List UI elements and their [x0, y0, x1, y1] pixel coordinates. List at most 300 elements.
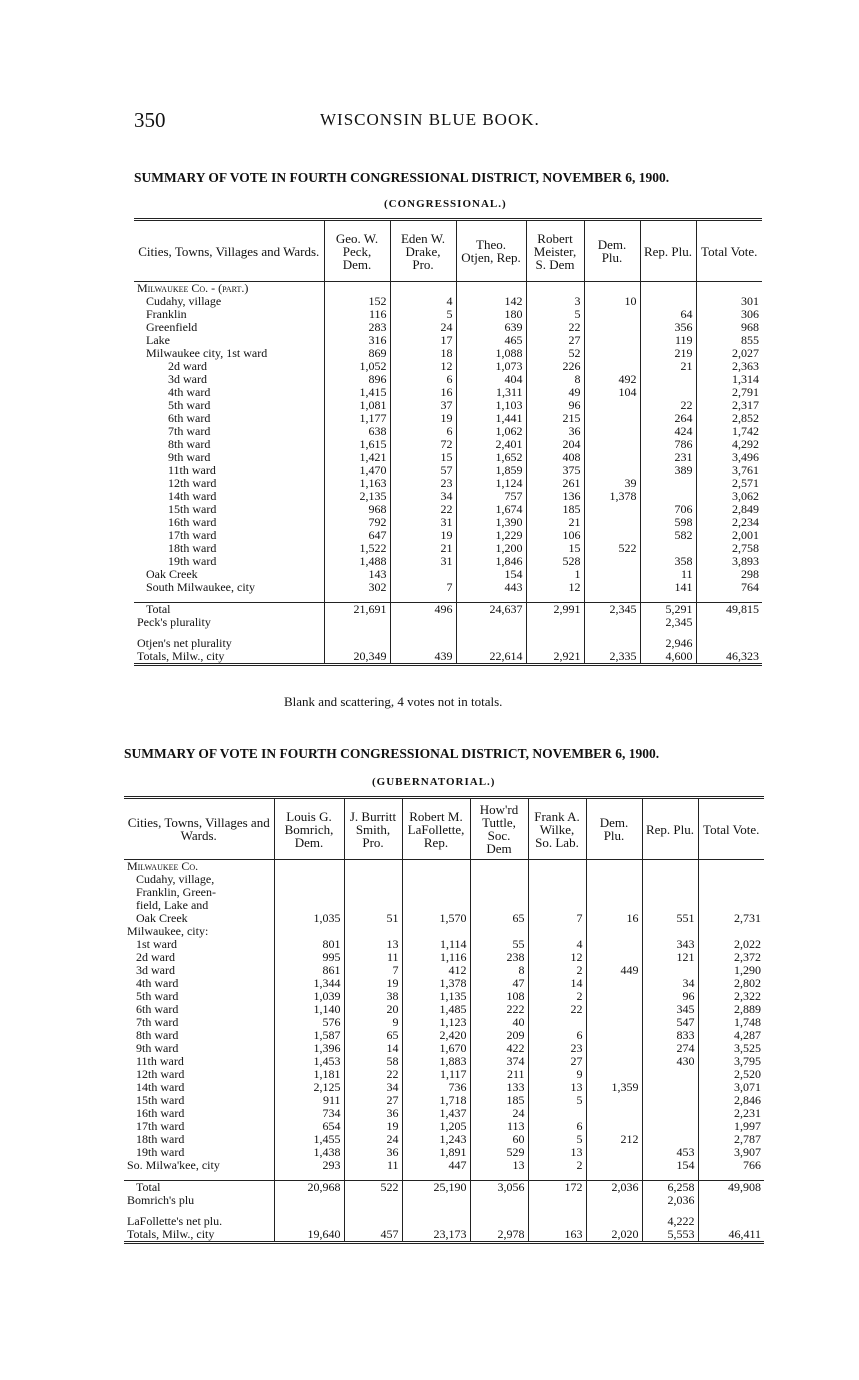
empty-cell: [698, 860, 764, 874]
cell-value: 226: [526, 360, 584, 373]
cell-value: 19: [344, 977, 402, 990]
row-label: Totals, Milw., city: [137, 650, 225, 663]
total-row: [134, 603, 762, 617]
cell-value: 4: [390, 295, 456, 308]
cell-value: 9: [344, 1016, 402, 1029]
empty-cell: [586, 925, 642, 938]
cell-value: 1,290: [698, 964, 764, 977]
cell-value: 49,815: [696, 603, 762, 617]
cell-value: 19: [344, 1120, 402, 1133]
empty-cell: [274, 1207, 344, 1215]
cell-value: 51: [344, 912, 402, 925]
col-header-rep-plu: Rep. Plu.: [640, 220, 696, 282]
cell-value: 1,123: [402, 1016, 470, 1029]
row-label: 16th ward: [136, 1107, 185, 1120]
row-label: Peck's plurality: [137, 616, 211, 629]
cell-value: [584, 529, 640, 542]
cell-value: 1,135: [402, 990, 470, 1003]
empty-cell: [344, 886, 402, 899]
cell-value: 119: [640, 334, 696, 347]
cell-value: 453: [642, 1146, 698, 1159]
cell-value: 757: [456, 490, 526, 503]
cell-value: 172: [528, 1181, 586, 1195]
cell-value: 31: [390, 516, 456, 529]
county-row: [134, 282, 762, 296]
cell-value: [584, 438, 640, 451]
cell-value: 9: [528, 1068, 586, 1081]
row-label: 17th ward: [136, 1120, 185, 1133]
empty-cell: [402, 1172, 470, 1181]
row-label: 7th ward: [136, 1016, 179, 1029]
table-row: [124, 912, 764, 925]
cell-value: [528, 1215, 586, 1228]
row-label: South Milwaukee, city: [146, 581, 255, 594]
cell-value: 3: [526, 295, 584, 308]
cell-value: [586, 938, 642, 951]
empty-cell: [528, 1207, 586, 1215]
cell-value: 57: [390, 464, 456, 477]
cell-value: 143: [324, 568, 390, 581]
cell-value: 1,470: [324, 464, 390, 477]
cell-value: [640, 373, 696, 386]
cell-value: 6: [528, 1120, 586, 1133]
cell-value: 1,997: [698, 1120, 764, 1133]
empty-cell: [124, 1172, 274, 1181]
cell-value: 1,587: [274, 1029, 344, 1042]
cell-value: [584, 451, 640, 464]
cell-value: 2,946: [640, 637, 696, 650]
cell-value: 21: [526, 516, 584, 529]
cell-value: 2,921: [526, 650, 584, 665]
cell-value: 52: [526, 347, 584, 360]
congressional-subtitle: (CONGRESSIONAL.): [384, 198, 507, 210]
col-header-bomrich: Louis G. Bomrich, Dem.: [274, 798, 344, 860]
row-label: 19th ward: [136, 1146, 185, 1159]
table-row: [134, 347, 762, 360]
cell-value: [642, 1081, 698, 1094]
empty-cell: [274, 873, 344, 886]
cell-value: 14: [344, 1042, 402, 1055]
cell-value: 457: [344, 1228, 402, 1243]
table-row: [124, 1068, 764, 1081]
cell-value: [344, 1215, 402, 1228]
cell-value: 2,731: [698, 912, 764, 925]
cell-value: 2,231: [698, 1107, 764, 1120]
table-row: [134, 581, 762, 594]
cell-value: 2,036: [642, 1194, 698, 1207]
empty-cell: [470, 873, 528, 886]
cell-value: 896: [324, 373, 390, 386]
empty-cell: [402, 873, 470, 886]
cell-value: 7: [390, 581, 456, 594]
empty-cell: [526, 282, 584, 296]
cell-value: 34: [642, 977, 698, 990]
cell-value: [402, 1194, 470, 1207]
empty-cell: [402, 899, 470, 912]
cell-value: 654: [274, 1120, 344, 1133]
cell-value: 136: [526, 490, 584, 503]
col-header-tuttle: How'rd Tuttle, Soc. Dem: [470, 798, 528, 860]
empty-cell: [470, 925, 528, 938]
empty-cell: [584, 594, 640, 603]
cell-value: [584, 464, 640, 477]
cell-value: [642, 1094, 698, 1107]
group-label: Cudahy, village,: [136, 873, 215, 886]
cell-value: 64: [640, 308, 696, 321]
cell-value: 108: [470, 990, 528, 1003]
empty-cell: [344, 873, 402, 886]
cell-value: 23,173: [402, 1228, 470, 1243]
cell-value: 46,411: [698, 1228, 764, 1243]
table-row: [124, 1107, 764, 1120]
cell-value: 8: [470, 964, 528, 977]
cell-value: [642, 1133, 698, 1146]
cell-value: 1,114: [402, 938, 470, 951]
cell-value: 1,390: [456, 516, 526, 529]
cell-value: 6: [528, 1029, 586, 1042]
cell-value: [586, 1029, 642, 1042]
cell-value: 2,401: [456, 438, 526, 451]
congressional-title: SUMMARY OF VOTE IN FOURTH CONGRESSIONAL DISTRICT, NOVEMBER 6, 1900.: [134, 170, 670, 185]
cell-value: 21: [390, 542, 456, 555]
cell-value: [586, 1042, 642, 1055]
cell-value: 492: [584, 373, 640, 386]
col-header-dem-plu: Dem. Plu.: [586, 798, 642, 860]
cell-value: 1,670: [402, 1042, 470, 1055]
empty-cell: [470, 1207, 528, 1215]
empty-cell: [390, 629, 456, 637]
empty-cell: [528, 925, 586, 938]
row-label: 5th ward: [136, 990, 179, 1003]
cell-value: 1,116: [402, 951, 470, 964]
col-header-place: Cities, Towns, Villages and Wards.: [124, 798, 274, 860]
empty-cell: [390, 594, 456, 603]
empty-cell: [528, 873, 586, 886]
cell-value: 356: [640, 321, 696, 334]
cell-value: 2,849: [696, 503, 762, 516]
empty-cell: [528, 860, 586, 874]
cell-value: 24,637: [456, 603, 526, 617]
cell-value: 31: [390, 555, 456, 568]
cell-value: 215: [526, 412, 584, 425]
cell-value: 1,205: [402, 1120, 470, 1133]
cell-value: 10: [584, 295, 640, 308]
table-row: [134, 438, 762, 451]
row-label: 16th ward: [168, 516, 217, 529]
cell-value: 375: [526, 464, 584, 477]
cell-value: [584, 347, 640, 360]
cell-value: 1,570: [402, 912, 470, 925]
cell-value: 833: [642, 1029, 698, 1042]
row-label: 6th ward: [136, 1003, 179, 1016]
table-row: [124, 1146, 764, 1159]
cell-value: 22: [526, 321, 584, 334]
cell-value: [586, 1094, 642, 1107]
cell-value: 2,322: [698, 990, 764, 1003]
cell-value: 2,889: [698, 1003, 764, 1016]
empty-cell: [324, 594, 390, 603]
cell-value: 2,036: [586, 1181, 642, 1195]
empty-cell: [390, 282, 456, 296]
table-row: [124, 1055, 764, 1068]
table-row: [124, 1042, 764, 1055]
cell-value: 13: [528, 1081, 586, 1094]
cell-value: [640, 490, 696, 503]
group-label-row: [124, 873, 764, 886]
cell-value: 522: [344, 1181, 402, 1195]
cell-value: [642, 964, 698, 977]
empty-cell: [586, 899, 642, 912]
row-label: 6th ward: [168, 412, 211, 425]
cell-value: [586, 1215, 642, 1228]
cell-value: 5,553: [642, 1228, 698, 1243]
cell-value: [390, 568, 456, 581]
cell-value: 861: [274, 964, 344, 977]
cell-value: [584, 399, 640, 412]
cell-value: 38: [344, 990, 402, 1003]
row-label: 3d ward: [136, 964, 175, 977]
cell-value: [584, 412, 640, 425]
cell-value: 408: [526, 451, 584, 464]
cell-value: 211: [470, 1068, 528, 1081]
cell-value: 1,748: [698, 1016, 764, 1029]
cell-value: 430: [642, 1055, 698, 1068]
cell-value: 439: [390, 650, 456, 665]
table-row: [134, 295, 762, 308]
row-label: 11th ward: [136, 1055, 184, 1068]
cell-value: 60: [470, 1133, 528, 1146]
cell-value: 1,062: [456, 425, 526, 438]
cell-value: [584, 360, 640, 373]
cell-value: 1,124: [456, 477, 526, 490]
cell-value: 6: [390, 425, 456, 438]
cell-value: 2,802: [698, 977, 764, 990]
cell-value: 7: [344, 964, 402, 977]
table-row: [124, 1016, 764, 1029]
cell-value: 49: [526, 386, 584, 399]
cell-value: 1,229: [456, 529, 526, 542]
plurality-row: [124, 1194, 764, 1207]
table-row: [134, 555, 762, 568]
cell-value: [584, 637, 640, 650]
cell-value: 301: [696, 295, 762, 308]
cell-value: 11: [344, 951, 402, 964]
empty-cell: [402, 886, 470, 899]
table-row: [134, 516, 762, 529]
cell-value: 1,311: [456, 386, 526, 399]
row-label: 8th ward: [168, 438, 211, 451]
cell-value: 238: [470, 951, 528, 964]
row-label: Lake: [146, 334, 170, 347]
row-label: Totals, Milw., city: [127, 1228, 215, 1241]
group-label: Franklin, Green-: [136, 886, 216, 899]
cell-value: 65: [344, 1029, 402, 1042]
cell-value: 551: [642, 912, 698, 925]
table-row: [134, 334, 762, 347]
cell-value: 1,117: [402, 1068, 470, 1081]
cell-value: 869: [324, 347, 390, 360]
cell-value: 185: [470, 1094, 528, 1107]
empty-cell: [456, 629, 526, 637]
cell-value: 1,344: [274, 977, 344, 990]
cell-value: 316: [324, 334, 390, 347]
cell-value: 2,787: [698, 1133, 764, 1146]
cell-value: [586, 951, 642, 964]
empty-cell: [470, 886, 528, 899]
cell-value: [642, 1120, 698, 1133]
cell-value: 5: [526, 308, 584, 321]
cell-value: 113: [470, 1120, 528, 1133]
empty-cell: [698, 873, 764, 886]
cell-value: 2,372: [698, 951, 764, 964]
cell-value: 2,363: [696, 360, 762, 373]
empty-cell: [642, 1207, 698, 1215]
cell-value: 1,891: [402, 1146, 470, 1159]
cell-value: 1,359: [586, 1081, 642, 1094]
group-label: Milwaukee Co.: [127, 859, 199, 873]
cell-value: [584, 568, 640, 581]
cell-value: 576: [274, 1016, 344, 1029]
cell-value: [584, 334, 640, 347]
col-header-smith: J. Burritt Smith, Pro.: [344, 798, 402, 860]
cell-value: [470, 1215, 528, 1228]
cell-value: 1,378: [402, 977, 470, 990]
cell-value: 2,001: [696, 529, 762, 542]
col-header-rep-plu: Rep. Plu.: [642, 798, 698, 860]
cell-value: 4: [528, 938, 586, 951]
cell-value: 2,978: [470, 1228, 528, 1243]
cell-value: 154: [456, 568, 526, 581]
empty-cell: [640, 282, 696, 296]
row-label: Franklin: [146, 308, 187, 321]
row-label: Oak Creek: [136, 912, 188, 925]
row-label: 18th ward: [168, 542, 217, 555]
empty-cell: [528, 886, 586, 899]
cell-value: [584, 616, 640, 629]
table-row: [124, 1094, 764, 1107]
row-label: 4th ward: [168, 386, 211, 399]
row-label: 3d ward: [168, 373, 207, 386]
col-header-dem-plu: Dem. Plu.: [584, 220, 640, 282]
cell-value: 20,349: [324, 650, 390, 665]
cell-value: 219: [640, 347, 696, 360]
cell-value: 40: [470, 1016, 528, 1029]
cell-value: 1,488: [324, 555, 390, 568]
cell-value: [526, 637, 584, 650]
table-row: [134, 425, 762, 438]
cell-value: 3,907: [698, 1146, 764, 1159]
row-label: Bomrich's plu: [127, 1194, 195, 1207]
cell-value: 58: [344, 1055, 402, 1068]
cell-value: 496: [390, 603, 456, 617]
cell-value: [528, 1107, 586, 1120]
cell-value: 204: [526, 438, 584, 451]
cell-value: 14: [528, 977, 586, 990]
cell-value: 522: [584, 542, 640, 555]
empty-cell: [584, 282, 640, 296]
cell-value: 11: [640, 568, 696, 581]
cell-value: 2,027: [696, 347, 762, 360]
cell-value: 22: [640, 399, 696, 412]
cell-value: 24: [344, 1133, 402, 1146]
cell-value: 46,323: [696, 650, 762, 665]
empty-cell: [528, 1172, 586, 1181]
empty-cell: [274, 925, 344, 938]
empty-cell: [344, 860, 402, 874]
empty-cell: [696, 629, 762, 637]
cell-value: [584, 581, 640, 594]
cell-value: 1,081: [324, 399, 390, 412]
empty-cell: [586, 1172, 642, 1181]
cell-value: 16: [390, 386, 456, 399]
cell-value: 36: [344, 1146, 402, 1159]
row-label: 19th ward: [168, 555, 217, 568]
cell-value: 3,071: [698, 1081, 764, 1094]
group-label: Milwaukee Co. - (part.): [137, 281, 249, 295]
cell-value: 72: [390, 438, 456, 451]
cell-value: 443: [456, 581, 526, 594]
cell-value: [324, 637, 390, 650]
cell-value: 1,140: [274, 1003, 344, 1016]
cell-value: 261: [526, 477, 584, 490]
cell-value: 65: [470, 912, 528, 925]
cell-value: 36: [344, 1107, 402, 1120]
cell-value: 389: [640, 464, 696, 477]
cell-value: 2,571: [696, 477, 762, 490]
cell-value: 12: [526, 581, 584, 594]
cell-value: [344, 1194, 402, 1207]
empty-cell: [470, 860, 528, 874]
empty-cell: [584, 629, 640, 637]
cell-value: 736: [402, 1081, 470, 1094]
row-label: 2d ward: [136, 951, 175, 964]
empty-cell: [324, 629, 390, 637]
row-label: 12th ward: [168, 477, 217, 490]
empty-cell: [470, 899, 528, 912]
cell-value: 1,522: [324, 542, 390, 555]
row-label: 14th ward: [168, 490, 217, 503]
table-row: [134, 503, 762, 516]
cell-value: [586, 977, 642, 990]
cell-value: 1,039: [274, 990, 344, 1003]
empty-cell: [586, 873, 642, 886]
cell-value: 412: [402, 964, 470, 977]
table-row: [134, 542, 762, 555]
cell-value: 22: [528, 1003, 586, 1016]
cell-value: [586, 1120, 642, 1133]
cell-value: 6: [390, 373, 456, 386]
cell-value: 106: [526, 529, 584, 542]
cell-value: 298: [696, 568, 762, 581]
empty-cell: [642, 899, 698, 912]
row-label: Cudahy, village: [146, 295, 222, 308]
cell-value: 2,234: [696, 516, 762, 529]
row-label: So. Milwa'kee, city: [127, 1159, 220, 1172]
table-row: [124, 951, 764, 964]
cell-value: [584, 555, 640, 568]
cell-value: [274, 1215, 344, 1228]
row-label: 8th ward: [136, 1029, 179, 1042]
cell-value: [640, 477, 696, 490]
group-label-row: [124, 886, 764, 899]
cell-value: 1,883: [402, 1055, 470, 1068]
row-label: 4th ward: [136, 977, 179, 990]
milwaukee-totals-row: [124, 1228, 764, 1243]
cell-value: 13: [528, 1146, 586, 1159]
cell-value: 1,088: [456, 347, 526, 360]
cell-value: [528, 1194, 586, 1207]
row-label: Milwaukee city, 1st ward: [146, 347, 268, 360]
